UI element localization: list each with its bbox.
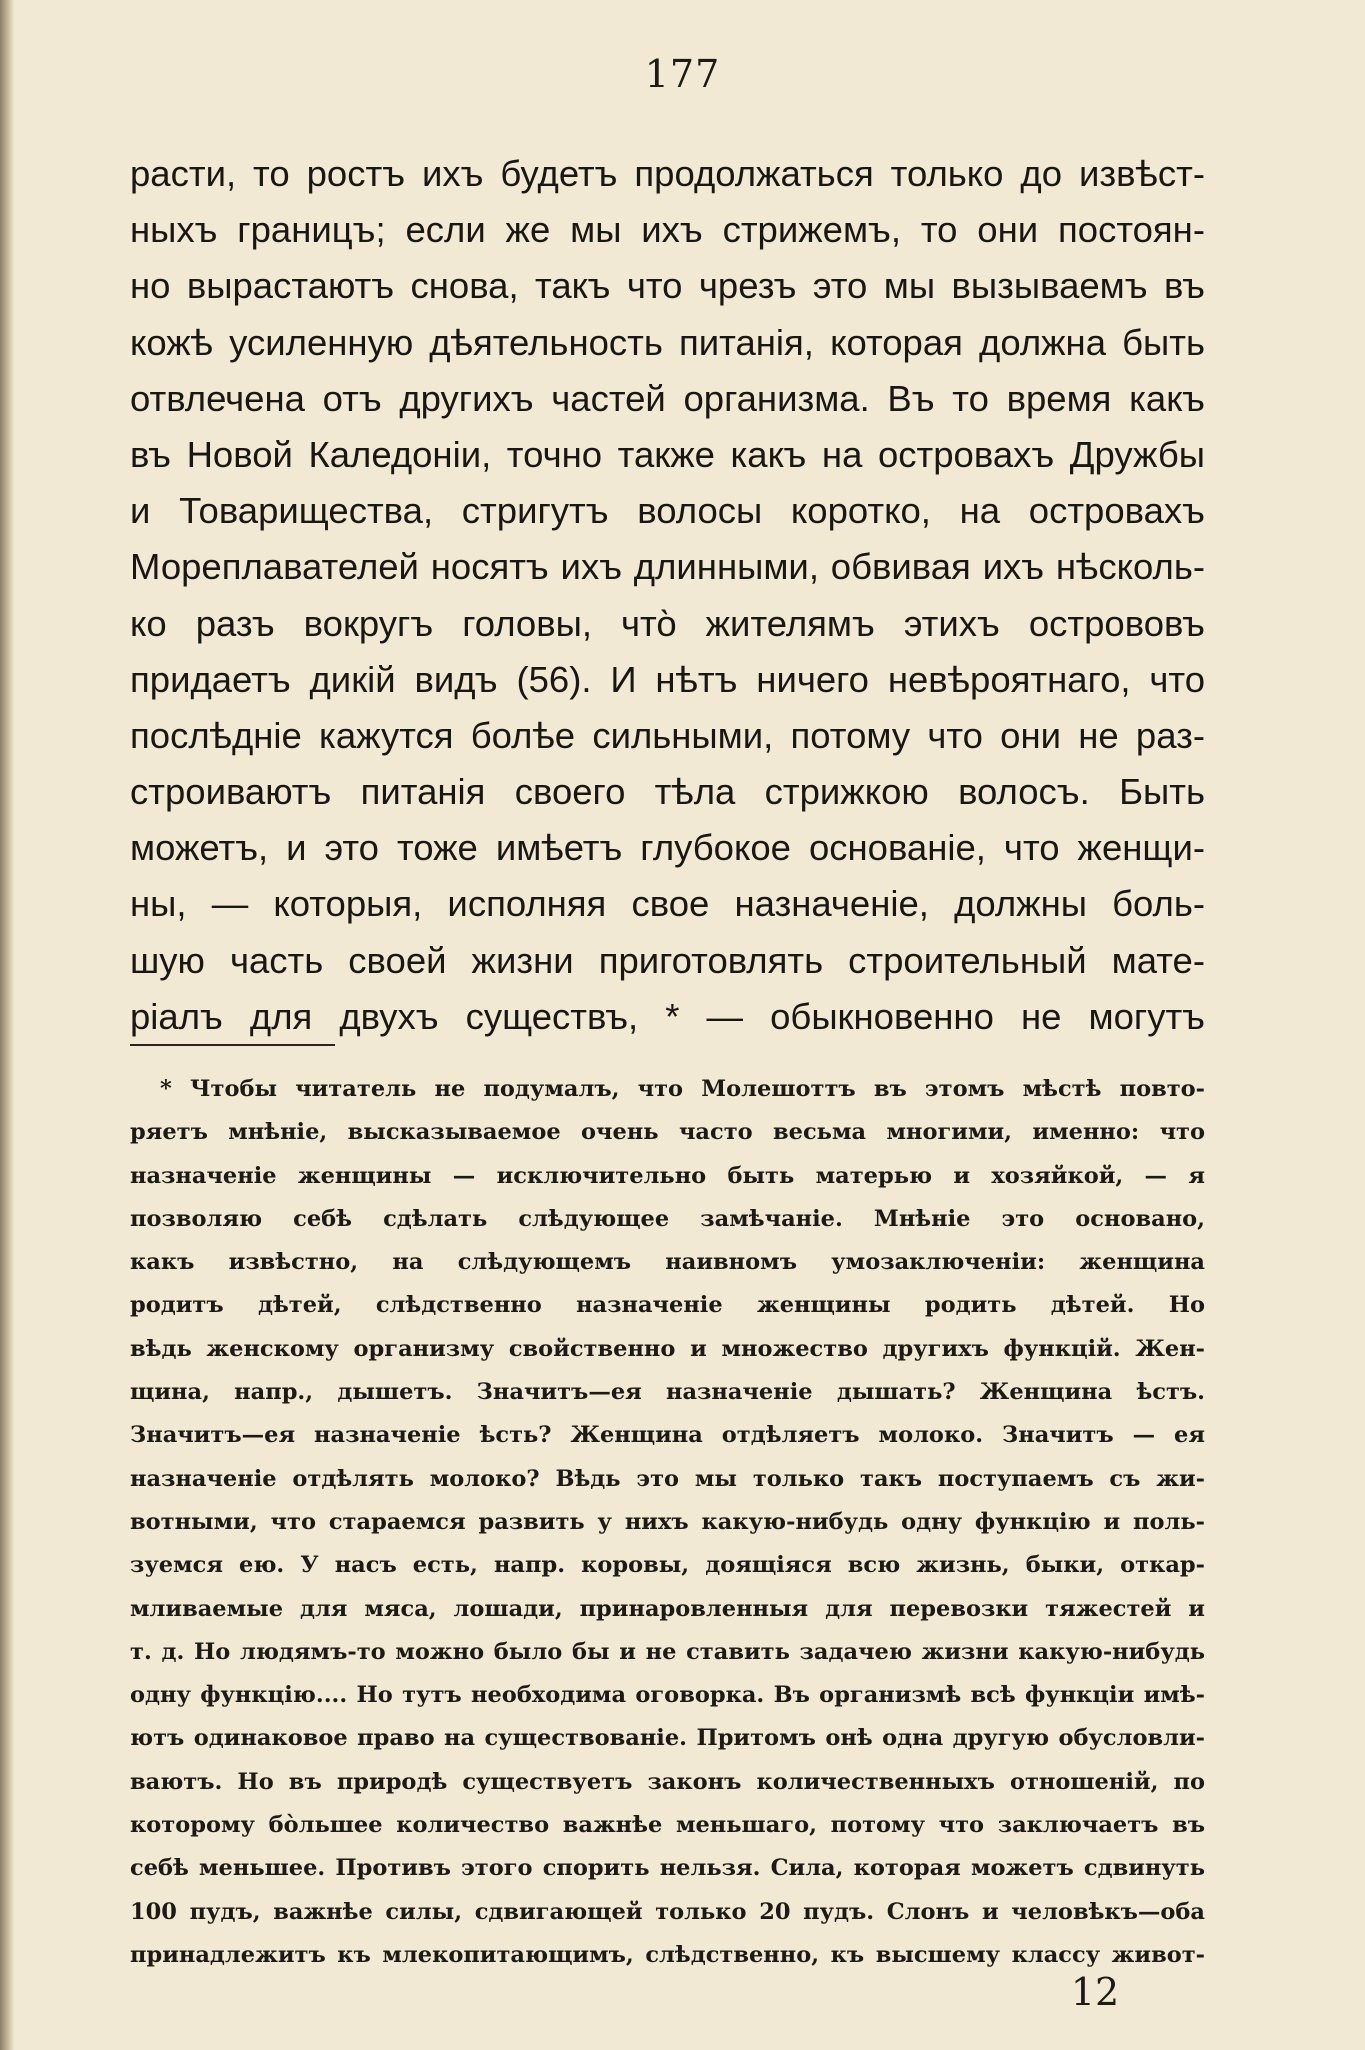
footnote-line: позволяю себѣ сдѣлать слѣдующее замѣчаніе. Мнѣніе это основано,	[130, 1205, 1205, 1232]
main-text-line: строиваютъ питанія своего тѣла стрижкою волосъ. Быть	[130, 771, 1205, 813]
footnote-line: т. д. Но людямъ-то можно было бы и не ставить задачею жизни какую-нибудь	[130, 1638, 1205, 1665]
footnote-line: 100 пудъ, важнѣе силы, сдвигающей только 20 пудъ. Слонъ и человѣкъ—оба	[130, 1898, 1205, 1925]
main-text-line: отвлечена отъ другихъ частей организма. Въ то время какъ	[130, 377, 1205, 419]
main-text-line: ріалъ для двухъ существъ, * — обыкновенно не могутъ	[130, 995, 1205, 1037]
page-number: 177	[644, 52, 721, 96]
main-text-line: послѣдніе кажутся болѣе сильными, потому что они не раз-	[130, 714, 1205, 756]
footnote-block	[130, 1068, 1205, 1977]
main-text-line: ны, — которыя, исполняя свое назначеніе, должны боль-	[130, 883, 1205, 925]
footnote-line: зуемся ею. У насъ есть, напр. коровы, доящіяся всю жизнь, быки, откар-	[130, 1552, 1205, 1579]
footnote-line: вотными, что стараемся развить у нихъ какую-нибудь одну функцію и поль-	[130, 1508, 1205, 1535]
footnote-line: ютъ одинаковое право на существованіе. Притомъ онѣ одна другую обусловли-	[130, 1725, 1205, 1752]
footnote-line: которому бо̀льшее количество важнѣе меньшаго, потому что заключаетъ въ	[130, 1812, 1205, 1839]
footnote-line: назначеніе женщины — исключительно быть матерью и хозяйкой, — я	[130, 1162, 1205, 1189]
footnote-line: ряетъ мнѣніе, высказываемое очень часто весьма многими, именно: что	[130, 1119, 1205, 1146]
main-text-line: но вырастаютъ снова, такъ что чрезъ это мы вызываемъ въ	[130, 265, 1205, 307]
footnote-line: мливаемые для мяса, лошади, принаровленныя для перевозки тяжестей и	[130, 1595, 1205, 1622]
footnote-divider	[130, 1044, 335, 1046]
footnote-line: Значитъ—ея назначеніе ѣсть? Женщина отдѣляетъ молоко. Значитъ — ея	[130, 1422, 1205, 1449]
page-binding-edge	[0, 0, 14, 2050]
main-text-line: шую часть своей жизни приготовлять строительный мате-	[130, 939, 1205, 981]
footnote-line: одну функцію.... Но тутъ необходима оговорка. Въ организмѣ всѣ функціи имѣ-	[130, 1682, 1205, 1709]
main-text-line: расти, то ростъ ихъ будетъ продолжаться только до извѣст-	[130, 153, 1205, 194]
footnote-line: ваютъ. Но въ природѣ существуетъ законъ количественныхъ отношеній, по	[130, 1768, 1205, 1795]
main-text-line: ныхъ границъ; если же мы ихъ стрижемъ, то они постоян-	[130, 209, 1205, 251]
main-text-line: въ Новой Каледоніи, точно также какъ на островахъ Дружбы	[130, 433, 1205, 475]
printer-signature-mark: 12	[1070, 1970, 1120, 2014]
footnote-line: себѣ меньшее. Противъ этого спорить нельзя. Сила, которая можетъ сдвинуть	[130, 1855, 1205, 1882]
main-text-block	[130, 146, 1205, 1045]
main-text-line: придаетъ дикій видъ (56). И нѣтъ ничего невѣроятнаго, что	[130, 658, 1205, 700]
footnote-line: назначеніе отдѣлять молоко? Вѣдь это мы только такъ поступаемъ съ жи-	[130, 1465, 1205, 1492]
main-text-line: можетъ, и это тоже имѣетъ глубокое основаніе, что женщи-	[130, 827, 1205, 869]
main-text-line: ко разъ вокругъ головы, что̀ жителямъ этихъ острововъ	[130, 602, 1205, 644]
footnote-line: принадлежитъ къ млекопитающимъ, слѣдственно, къ высшему классу живот-	[130, 1941, 1205, 1968]
footnote-line: родитъ дѣтей, слѣдственно назначеніе женщины родить дѣтей. Но	[130, 1292, 1205, 1319]
footnote-line: какъ извѣстно, на слѣдующемъ наивномъ умозаключеніи: женщина	[130, 1249, 1205, 1276]
main-text-line: и Товарищества, стригутъ волосы коротко, на островахъ	[130, 490, 1205, 532]
main-text-line: кожѣ усиленную дѣятельность питанія, которая должна быть	[130, 321, 1205, 363]
footnote-line: щина, напр., дышетъ. Значитъ—ея назначеніе дышать? Женщина ѣстъ.	[130, 1379, 1205, 1406]
main-text-line: Мореплавателей носятъ ихъ длинными, обвивая ихъ нѣсколь-	[130, 546, 1205, 588]
footnote-line: вѣдь женскому организму свойственно и множество другихъ функцій. Жен-	[130, 1335, 1205, 1362]
footnote-line: * Чтобы читатель не подумалъ, что Молешоттъ въ этомъ мѣстѣ повто-	[160, 1076, 1205, 1102]
